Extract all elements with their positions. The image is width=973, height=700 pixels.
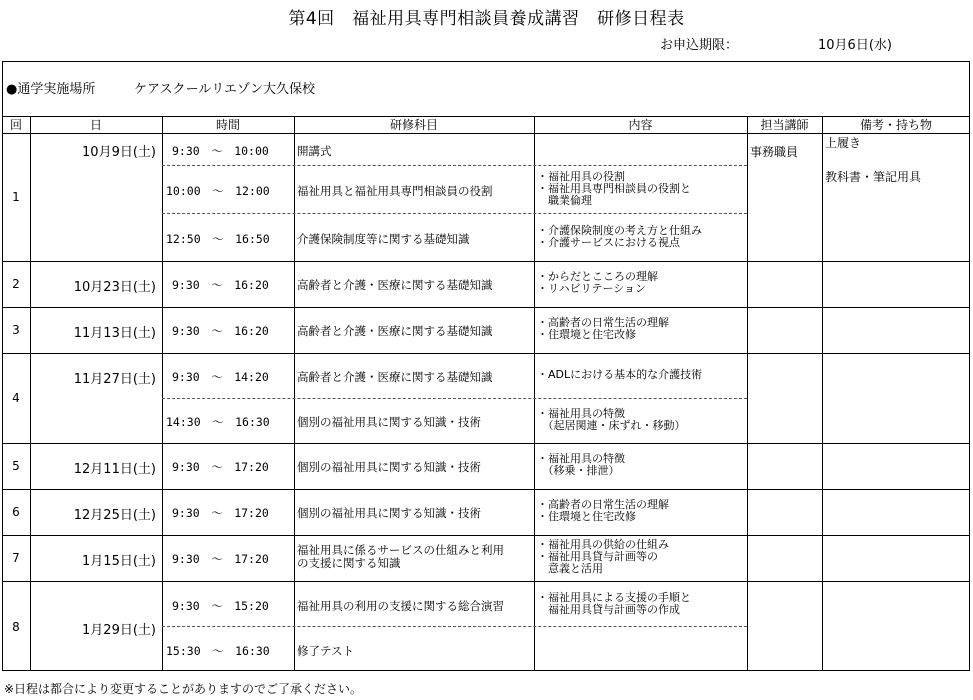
session-date: 11月27日(土) bbox=[73, 372, 156, 387]
session-time: 15:30 ～ 16:30 bbox=[166, 644, 270, 658]
session-subject: 高齢者と介護・医療に関する基礎知識 bbox=[297, 324, 493, 338]
session-time: 10:00 ～ 12:00 bbox=[166, 184, 270, 198]
session-time: 9:30 ～ 17:20 bbox=[172, 552, 269, 566]
session-date: 11月13日(土) bbox=[73, 326, 156, 341]
session-content: ・福祉用具の特徴 （起居関連・床ずれ・移動） bbox=[537, 407, 686, 432]
footnote: ※日程は都合により変更することがありますのでご了承ください。 bbox=[4, 682, 363, 696]
column-divider bbox=[747, 116, 748, 670]
row-divider bbox=[2, 535, 970, 536]
venue-line bbox=[6, 78, 315, 97]
session-date: 1月29日(土) bbox=[82, 623, 156, 638]
session-time: 9:30 ～ 16:20 bbox=[172, 324, 269, 338]
header-content: 内容 bbox=[628, 118, 653, 132]
session-content: ・福祉用具の特徴 （移乗・排泄） bbox=[537, 452, 625, 477]
session-number: 7 bbox=[12, 551, 20, 565]
row-divider bbox=[2, 581, 970, 582]
header-subject: 研修科目 bbox=[389, 118, 438, 132]
session-subject: 個別の福祉用具に関する知識・技術 bbox=[297, 506, 481, 520]
session-number: 5 bbox=[12, 459, 20, 473]
session-content: ・福祉用具による支援の手順と 福祉用具貸与計画等の作成 bbox=[537, 591, 691, 616]
session-divider bbox=[162, 626, 747, 627]
session-time: 9:30 ～ 14:20 bbox=[172, 370, 269, 384]
session-divider bbox=[162, 398, 747, 399]
deadline-label: お申込期限： bbox=[660, 38, 739, 53]
session-content: ・高齢者の日常生活の理解 ・住環境と住宅改修 bbox=[537, 498, 669, 523]
session-divider bbox=[162, 213, 747, 214]
session-subject: 開講式 bbox=[297, 144, 332, 158]
session-date: 10月23日(土) bbox=[73, 280, 156, 295]
column-divider bbox=[294, 116, 295, 670]
header-notes: 備考・持ち物 bbox=[859, 118, 932, 132]
row-divider bbox=[2, 353, 970, 354]
session-content: ・高齢者の日常生活の理解 ・住環境と住宅改修 bbox=[537, 316, 669, 341]
session-number: 6 bbox=[12, 505, 20, 519]
session-time: 9:30 ～ 16:20 bbox=[172, 278, 269, 292]
session-subject: 福祉用具に係るサービスの仕組みと利用 の支援に関する知識 bbox=[297, 543, 504, 570]
session-content: ・ADLにおける基本的な介護技術 bbox=[537, 368, 703, 381]
session-subject: 個別の福祉用具に関する知識・技術 bbox=[297, 460, 481, 474]
session-number: 1 bbox=[12, 190, 20, 204]
session-time: 9:30 ～ 17:20 bbox=[172, 506, 269, 520]
session-subject: 福祉用具と福祉用具専門相談員の役割 bbox=[297, 184, 493, 198]
row-divider bbox=[2, 261, 970, 262]
session-subject: 福祉用具の利用の支援に関する総合演習 bbox=[297, 599, 504, 613]
row-divider bbox=[2, 443, 970, 444]
page-title: 第4回 福祉用具専門相談員養成講習 研修日程表 bbox=[288, 9, 685, 29]
session-subject: 修了テスト bbox=[297, 644, 355, 658]
session-date: 1月15日(土) bbox=[82, 554, 156, 569]
deadline-value: 10月6日(水) bbox=[818, 38, 892, 53]
session-date: 10月9日(土) bbox=[82, 145, 156, 160]
header-num: 回 bbox=[9, 118, 22, 132]
session-subject: 介護保険制度等に関する基礎知識 bbox=[297, 232, 470, 246]
session-time: 9:30 ～ 17:20 bbox=[172, 460, 269, 474]
session-content: ・福祉用具の供給の仕組み ・福祉用具貸与計画等の 意義と活用 bbox=[537, 538, 669, 575]
session-subject: 高齢者と介護・医療に関する基礎知識 bbox=[297, 278, 493, 292]
lecturer-name: 事務職員 bbox=[750, 145, 799, 159]
row-divider bbox=[2, 307, 970, 308]
session-date: 12月11日(土) bbox=[73, 462, 156, 477]
column-divider bbox=[534, 116, 535, 670]
session-number: 8 bbox=[12, 620, 20, 634]
header-day: 日 bbox=[89, 118, 102, 132]
venue-value: ケアスクールリエゾン大久保校 bbox=[134, 82, 315, 97]
session-number: 3 bbox=[12, 323, 20, 337]
session-subject: 個別の福祉用具に関する知識・技術 bbox=[297, 415, 481, 429]
session-number: 2 bbox=[12, 277, 20, 291]
header-lecturer: 担当講師 bbox=[760, 118, 809, 132]
session-time: 12:50 ～ 16:50 bbox=[166, 232, 270, 246]
column-divider bbox=[822, 116, 823, 670]
note-item: 上履き bbox=[825, 136, 862, 150]
session-time: 14:30 ～ 16:30 bbox=[166, 415, 270, 429]
venue-label: ●通学実施場所 bbox=[6, 82, 96, 97]
session-date: 12月25日(土) bbox=[73, 508, 156, 523]
session-content: ・介護保険制度の考え方と仕組み ・介護サービスにおける視点 bbox=[537, 224, 702, 249]
session-content: ・福祉用具の役割 ・福祉用具専門相談員の役割と 職業倫理 bbox=[537, 170, 691, 207]
row-divider bbox=[2, 489, 970, 490]
column-divider bbox=[162, 116, 163, 670]
note-item: 教科書・筆記用具 bbox=[825, 170, 922, 184]
session-time: 9:30 ～ 10:00 bbox=[172, 144, 269, 158]
column-divider bbox=[30, 116, 31, 670]
session-content: ・からだとこころの理解 ・リハビリテーション bbox=[537, 270, 658, 295]
session-divider bbox=[162, 165, 747, 166]
session-time: 9:30 ～ 15:20 bbox=[172, 599, 269, 613]
session-number: 4 bbox=[12, 391, 20, 405]
session-subject: 高齢者と介護・医療に関する基礎知識 bbox=[297, 370, 493, 384]
header-time: 時間 bbox=[215, 118, 240, 132]
